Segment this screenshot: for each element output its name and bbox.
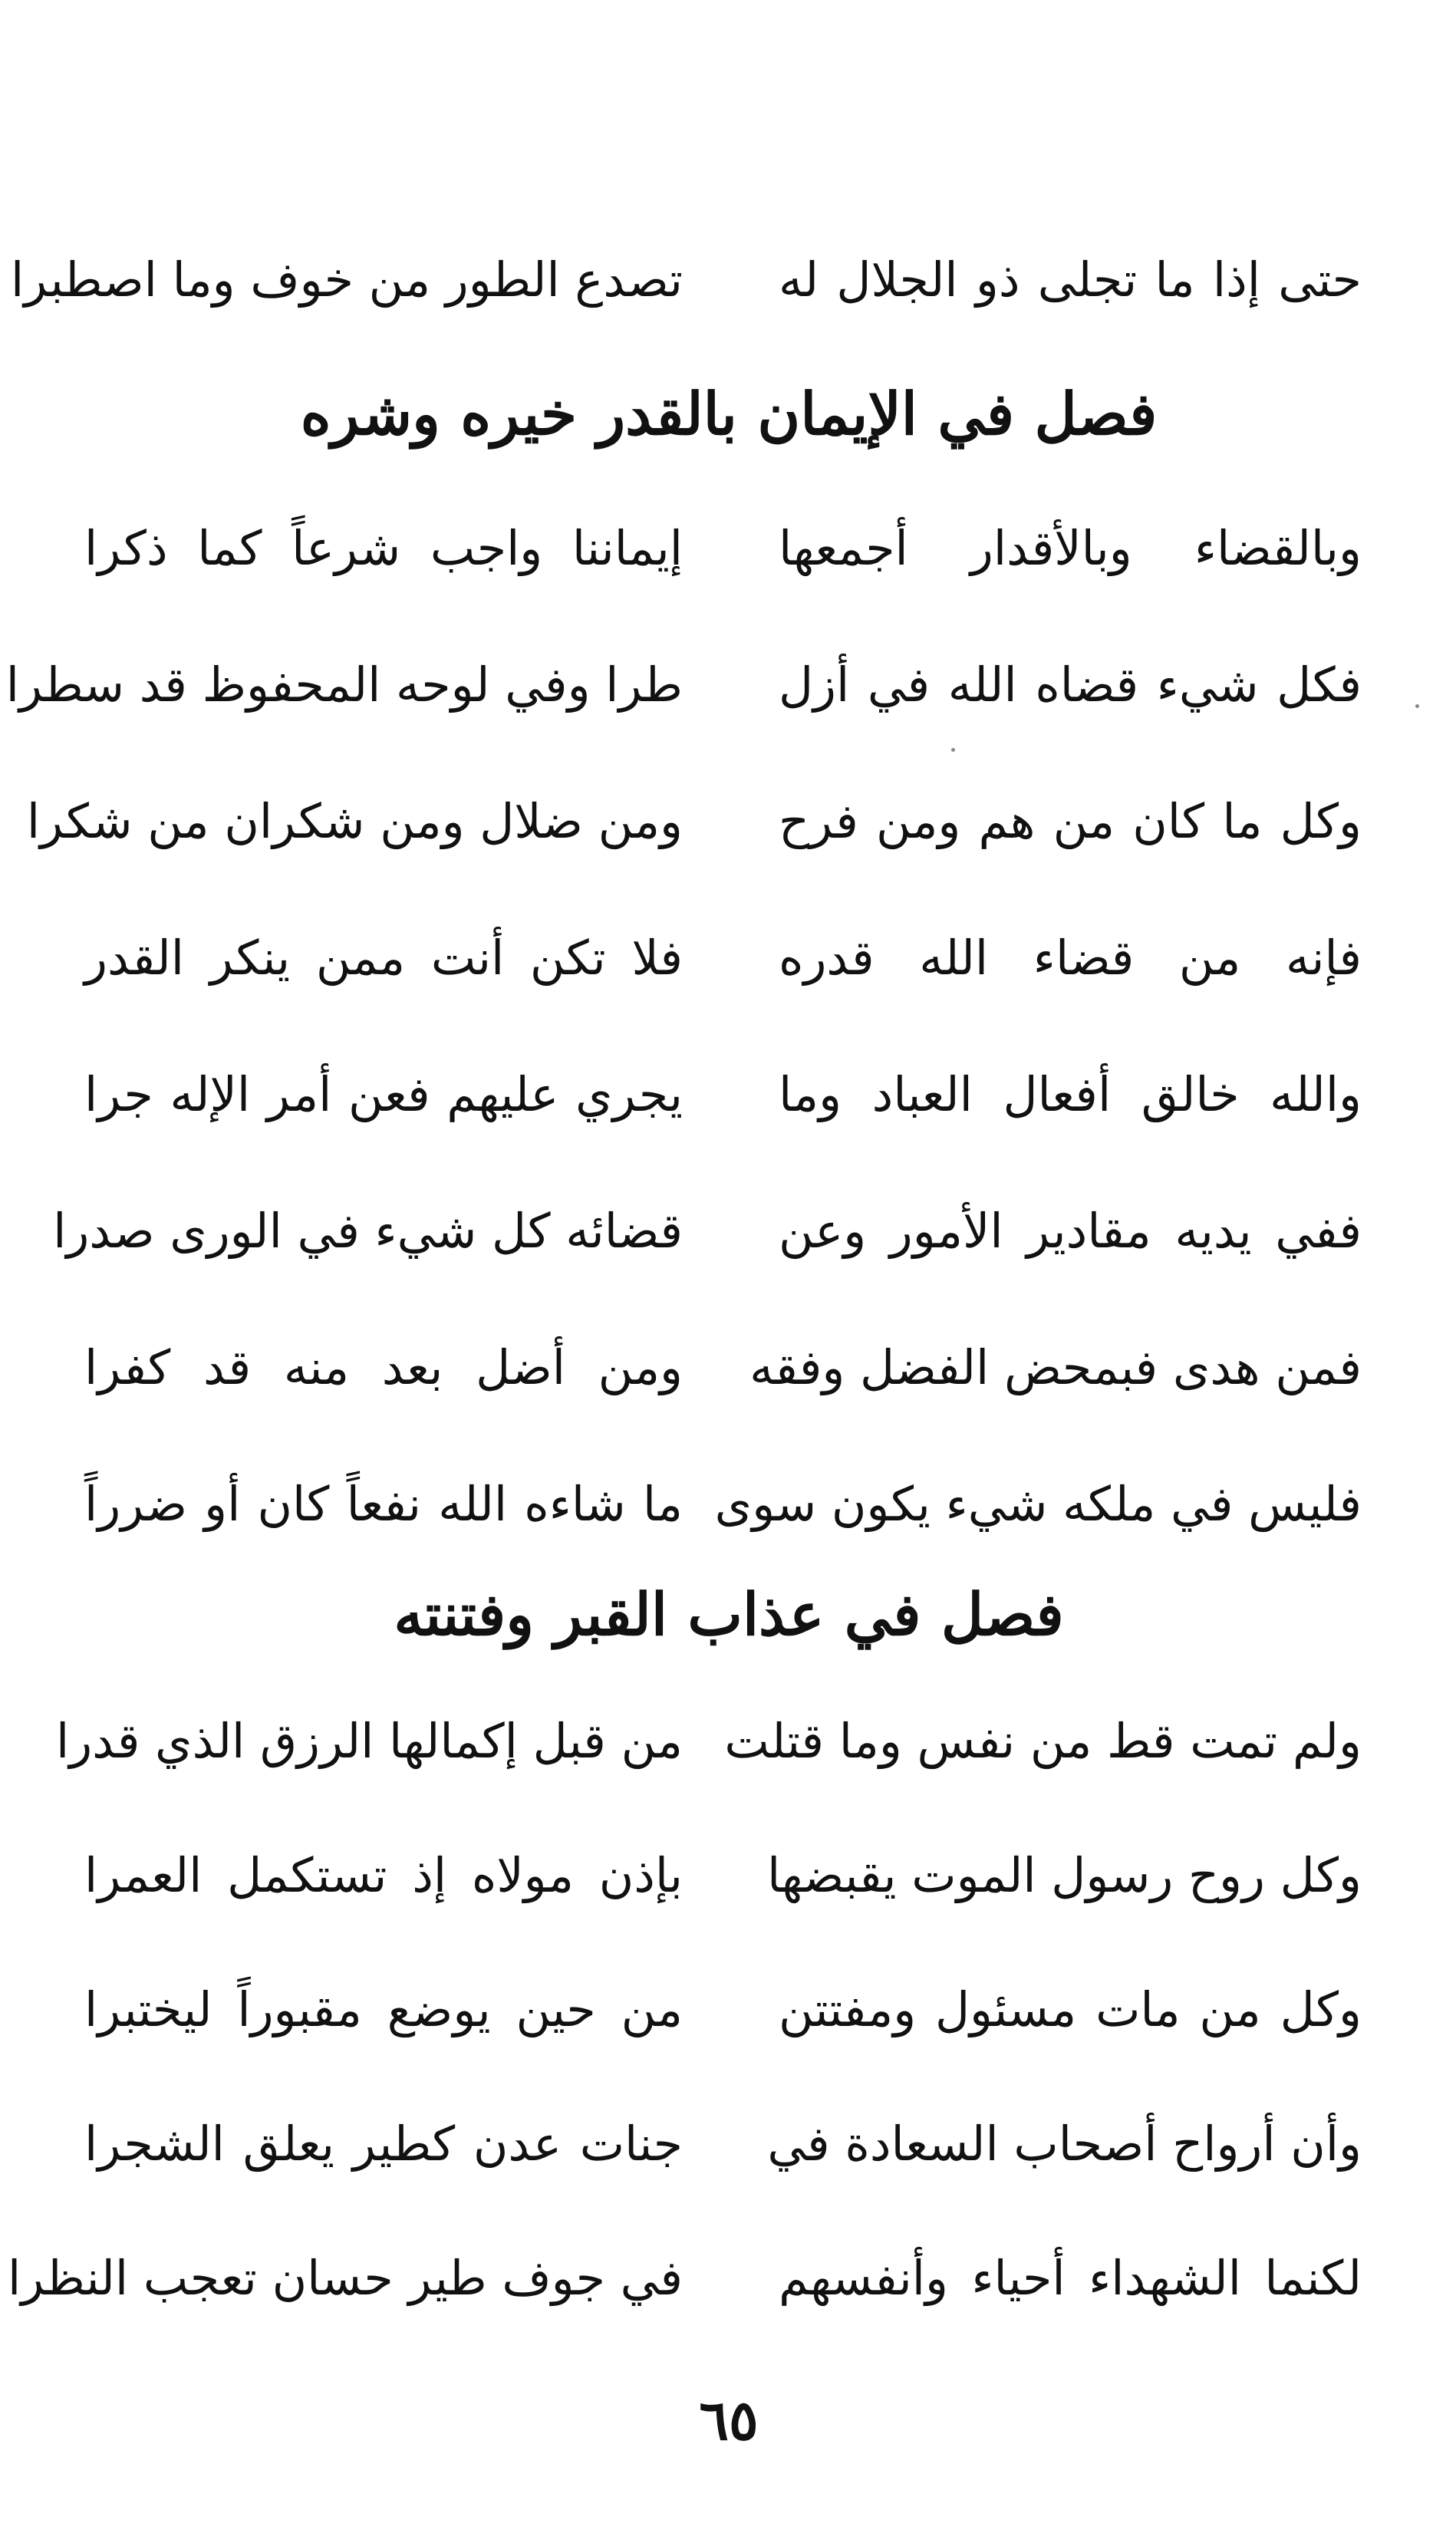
- second-hemistich: جنات عدن كطير يعلق الشجرا: [84, 2116, 683, 2172]
- second-hemistich: من قبل إكمالها الرزق الذي قدرا: [56, 1713, 683, 1769]
- second-hemistich: فلا تكن أنت ممن ينكر القدر: [84, 930, 683, 986]
- first-hemistich: فليس في ملكه شيء يكون سوى: [714, 1476, 1362, 1532]
- second-hemistich: ومن ضلال ومن شكران من شكرا: [26, 793, 683, 849]
- first-hemistich: لكنما الشهداء أحياء وأنفسهم: [779, 2250, 1362, 2306]
- section-1-verse-7: [84, 1326, 1362, 1410]
- second-hemistich: من حين يوضع مقبوراً ليختبرا: [84, 1981, 683, 2037]
- section-1-verse-2: [5, 643, 1362, 727]
- second-hemistich: إيماننا واجب شرعاً كما ذكرا: [84, 520, 683, 576]
- first-hemistich: ففي يديه مقادير الأمور وعن: [779, 1203, 1362, 1259]
- section-2-verse-2: [84, 1833, 1362, 1918]
- section-heading-grave: فصل في عذاب القبر وفتنته: [394, 1580, 1064, 1649]
- first-hemistich: فكل شيء قضاه الله في أزل: [779, 657, 1362, 713]
- second-hemistich: في جوف طير حسان تعجب النظرا: [8, 2250, 683, 2306]
- intro-verse-second-hemistich: تصدع الطور من خوف وما اصطبرا: [11, 252, 683, 308]
- second-hemistich: بإذن مولاه إذ تستكمل العمرا: [84, 1847, 683, 1903]
- page-number: ٦٥: [699, 2387, 759, 2452]
- section-heading-qadar: فصل في الإيمان بالقدر خيره وشره: [300, 380, 1158, 448]
- first-hemistich: فإنه من قضاء الله قدره: [779, 930, 1362, 986]
- second-hemistich: ما شاءه الله نفعاً كان أو ضرراً: [84, 1476, 683, 1532]
- scan-speck: [951, 748, 955, 752]
- second-hemistich: ومن أضل بعد منه قد كفرا: [84, 1339, 683, 1395]
- second-hemistich: طرا وفي لوحه المحفوظ قد سطرا: [5, 657, 683, 713]
- first-hemistich: والله خالق أفعال العباد وما: [779, 1066, 1362, 1122]
- intro-verse-first-hemistich: حتى إذا ما تجلى ذو الجلال له: [779, 252, 1362, 308]
- section-1-verse-3: [26, 779, 1362, 864]
- first-hemistich: ولم تمت قط من نفس وما قتلت: [724, 1713, 1362, 1769]
- first-hemistich: وكل من مات مسئول ومفتتن: [779, 1981, 1362, 2037]
- section-1-verse-1: [84, 506, 1362, 591]
- first-hemistich: فمن هدى فبمحض الفضل وفقه: [749, 1339, 1362, 1395]
- section-1-verse-6: [53, 1189, 1362, 1273]
- first-hemistich: وكل روح رسول الموت يقبضها: [766, 1847, 1362, 1903]
- intro-verse: [11, 238, 1362, 322]
- first-hemistich: وبالقضاء وبالأقدار أجمعها: [779, 520, 1362, 576]
- second-hemistich: يجري عليهم فعن أمر الإله جرا: [84, 1066, 683, 1122]
- section-2-verse-4: [84, 2102, 1362, 2186]
- section-1-verse-4: [84, 916, 1362, 1000]
- section-2-verse-1: [56, 1699, 1362, 1784]
- second-hemistich: قضائه كل شيء في الورى صدرا: [53, 1203, 683, 1259]
- scan-speck: [1415, 704, 1419, 708]
- first-hemistich: وأن أرواح أصحاب السعادة في: [767, 2116, 1362, 2172]
- section-2-verse-5: [8, 2236, 1362, 2321]
- section-1-verse-5: [84, 1052, 1362, 1137]
- section-1-verse-8: [84, 1462, 1362, 1547]
- section-2-verse-3: [84, 1968, 1362, 2052]
- first-hemistich: وكل ما كان من هم ومن فرح: [779, 793, 1362, 849]
